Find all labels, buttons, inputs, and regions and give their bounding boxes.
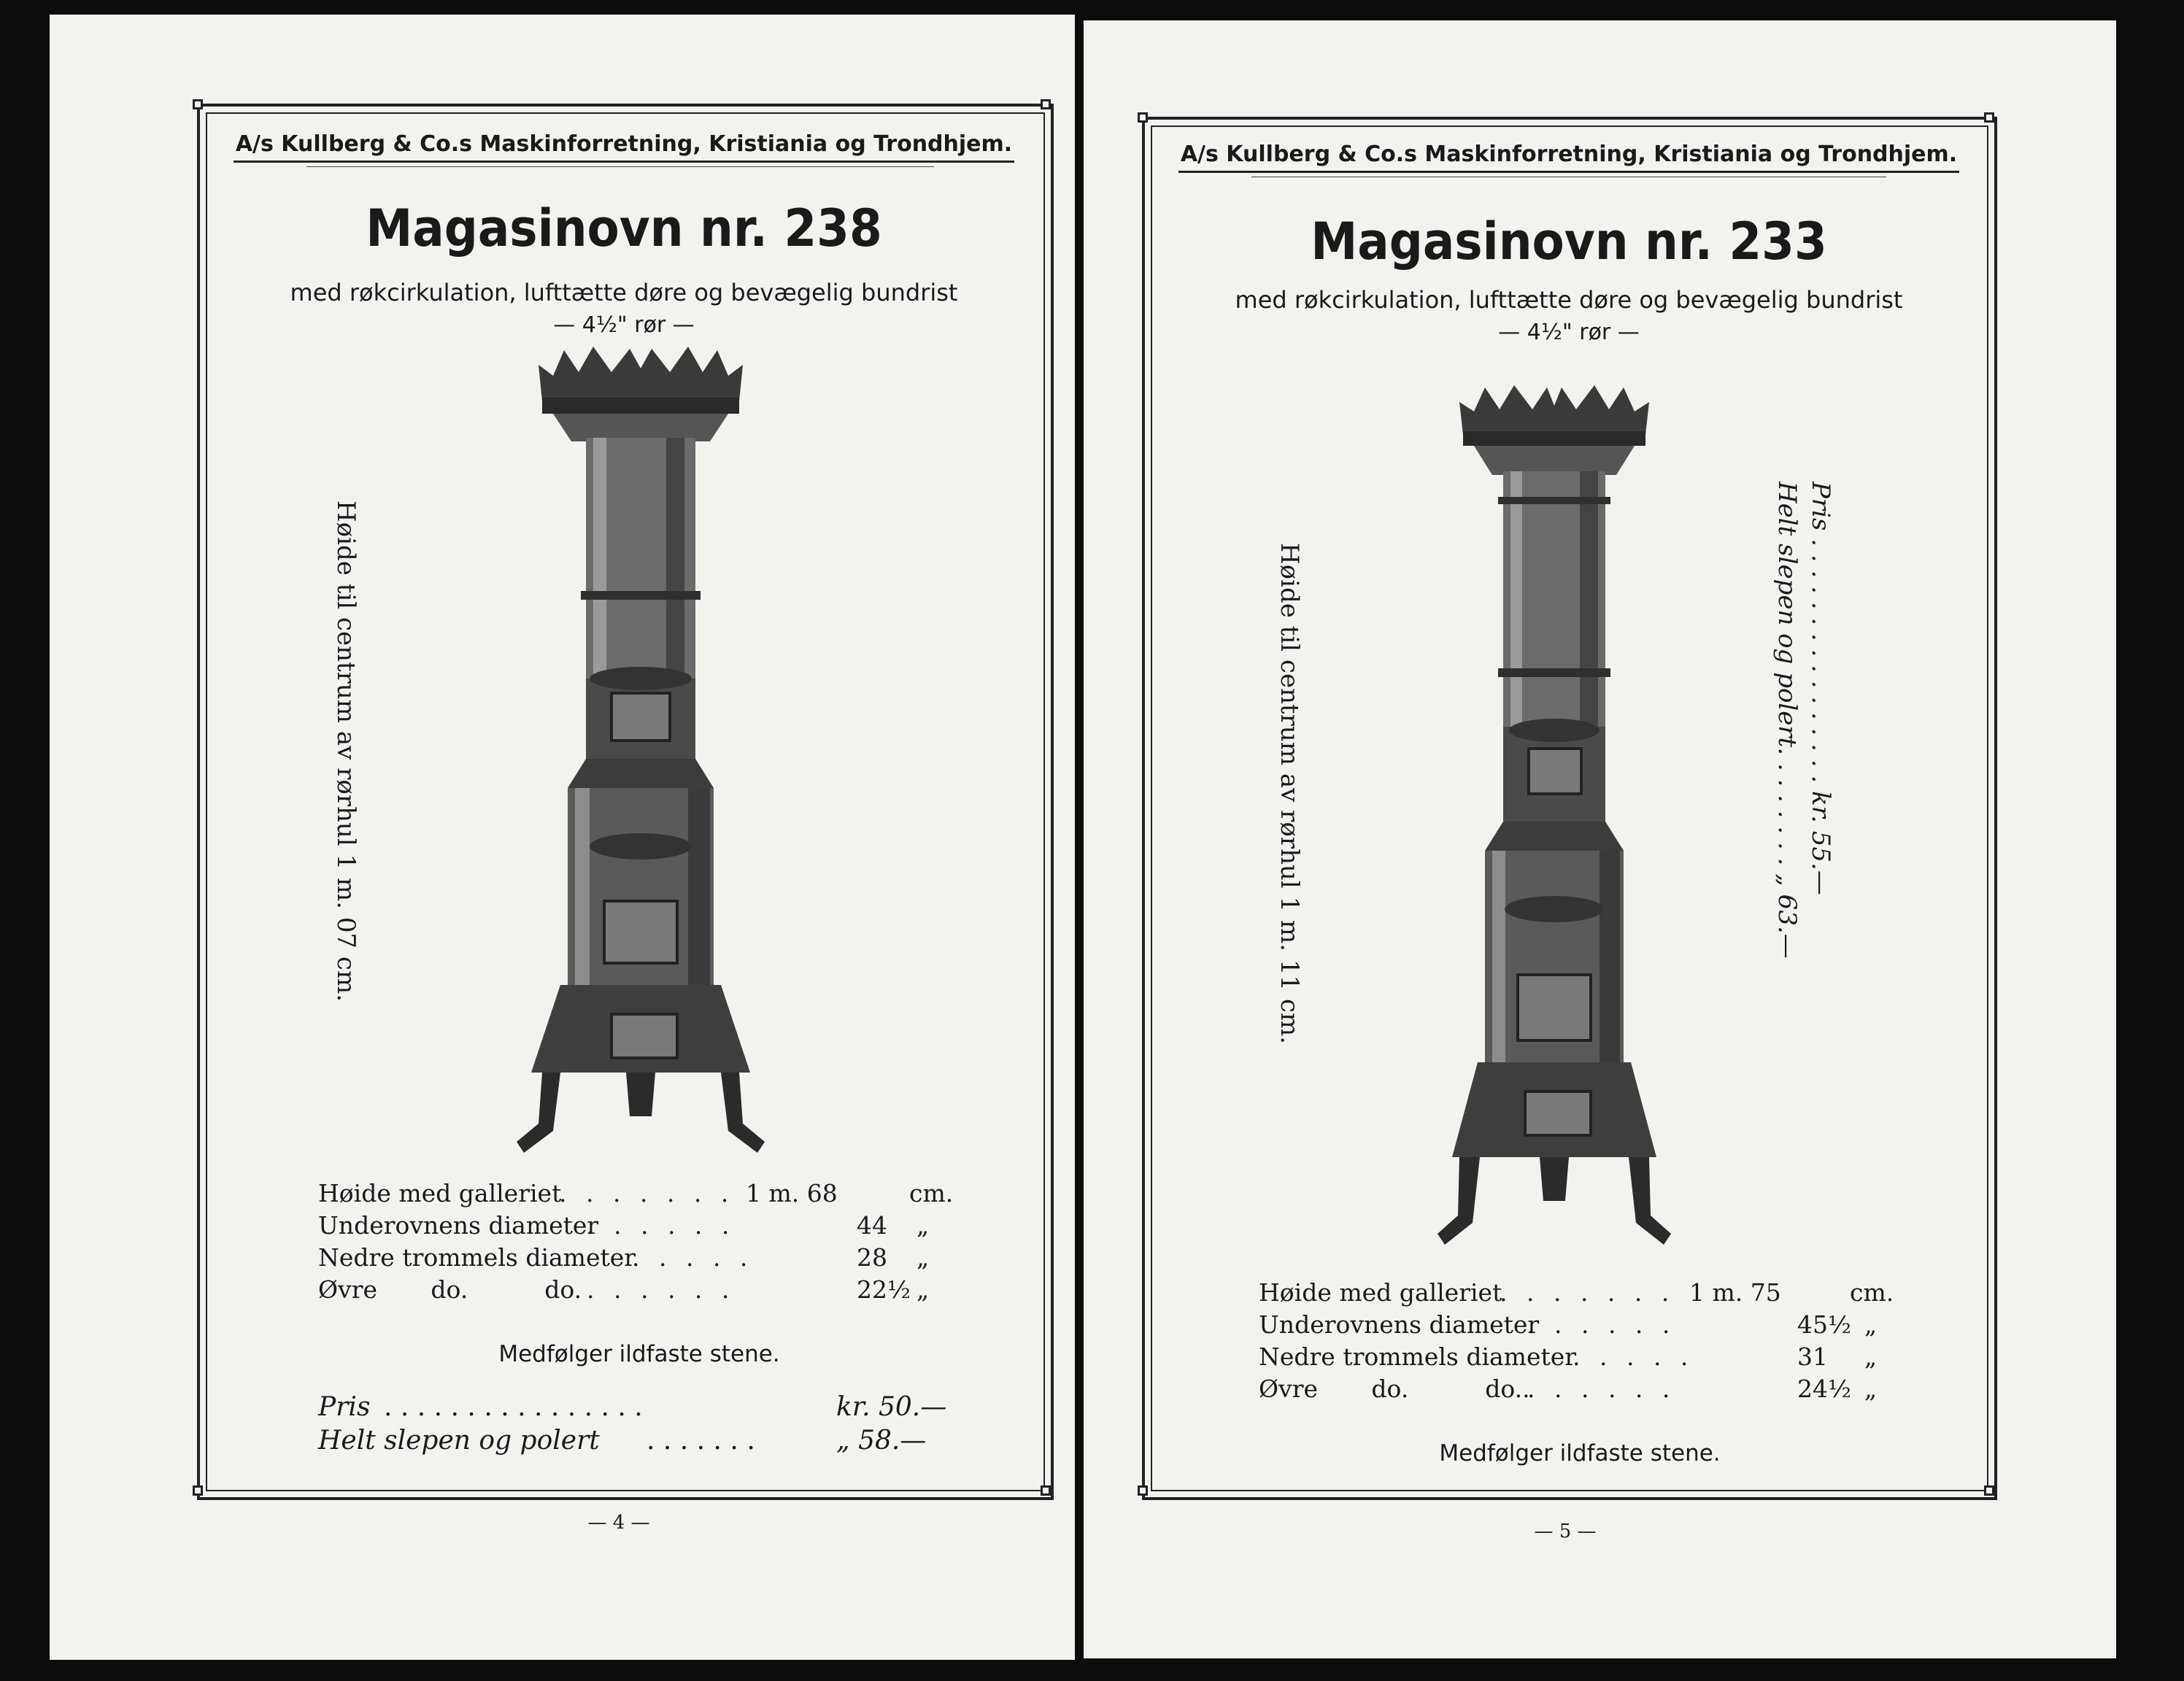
price-dots: . . . . . . . [647,1426,755,1456]
spec-label: Høide med galleriet [318,1179,562,1207]
frame-corner [193,99,203,109]
included-note: Medfølger ildfaste stene. [498,1341,780,1367]
frame-corner [1138,1485,1148,1496]
height-note: Høide til centrum av rørhul 1 m. 07 cm. [331,501,360,1002]
spec-row [318,1179,960,1211]
spec-row [1259,1375,1901,1407]
header-rule [234,161,1014,163]
spec-value: 24½ [1797,1375,1851,1403]
spec-label: Øvre do. do. [318,1275,582,1304]
specs-table [1259,1278,1901,1407]
spec-dots: . . . . . . [587,1275,736,1304]
spec-label: Øvre do. do.. [1259,1375,1530,1403]
frame-corner [1041,1485,1051,1496]
stove-illustration [502,343,779,1175]
spec-value: 31 [1797,1342,1828,1371]
spec-dots: . . . . . . . [559,1179,735,1207]
spec-label: Underovnens diameter [1259,1310,1540,1339]
price-label: Pris [318,1392,371,1422]
included-note: Medfølger ildfaste stene. [1439,1440,1721,1466]
page-number: — 5 — [1534,1520,1597,1542]
spec-value: 44 [857,1211,887,1240]
spec-unit: cm. [909,1179,954,1207]
frame-corner [1984,1485,1994,1496]
spec-unit: „ [917,1275,930,1304]
pipe-size: — 4½" rør — [1498,320,1640,345]
spec-value: 28 [857,1243,887,1272]
spec-value: 45½ [1797,1310,1851,1339]
frame-corner [1138,112,1148,123]
subtitle: med røkcirkulation, lufttætte døre og bevægelig bundrist [1235,286,1903,314]
spec-unit: cm. [1850,1278,1894,1307]
header-rule [1178,171,1959,173]
spec-value: 1 m. 68 [746,1179,838,1207]
price-vertical: Helt slepen og polert. . . . . . . . „ 63.— [1772,482,1802,959]
spec-unit: „ [1864,1342,1878,1371]
spec-dots: . . . . . . [587,1211,736,1240]
spec-dots: . . . . . [1573,1342,1694,1371]
spec-label: Nedre trommels diameter [1259,1342,1577,1371]
spec-row [1259,1310,1901,1342]
subtitle: med røkcirkulation, lufttætte døre og bevægelig bundrist [290,279,958,306]
spec-dots: . . . . . . [1527,1375,1676,1403]
spec-row [318,1275,960,1307]
price-vertical: Pris . . . . . . . . . . . . . . . . kr. 55.— [1806,482,1835,895]
frame-corner [193,1485,203,1496]
spec-row [1259,1342,1901,1375]
price-row [318,1392,960,1426]
spec-label: Underovnens diameter [318,1211,599,1240]
spec-row [1259,1278,1901,1310]
specs-table [318,1179,960,1307]
price-amount: „ 58.— [836,1426,927,1456]
page-number: — 4 — [587,1512,650,1534]
page-title: Magasinovn nr. 238 [366,198,882,258]
spec-dots: . . . . . . [1527,1310,1676,1339]
frame-corner [1984,112,1994,123]
price-amount: kr. 50.— [836,1392,947,1422]
price-dots: . . . . . . . . . . . . . . . . [384,1392,643,1422]
page-title: Magasinovn nr. 233 [1311,212,1827,271]
spec-dots: . . . . . [632,1243,754,1272]
stove-illustration [1423,384,1686,1267]
spec-label: Høide med galleriet [1259,1278,1502,1307]
spec-row [318,1211,960,1243]
price-list [318,1392,960,1459]
spec-row [318,1243,960,1275]
company-header: A/s Kullberg & Co.s Maskinforretning, Kristiania og Trondhjem. [1180,142,1958,167]
right-page [1084,20,2116,1658]
left-page [50,15,1075,1660]
spec-label: Nedre trommels diameter [318,1243,636,1272]
spec-unit: „ [917,1243,930,1272]
price-label: Helt slepen og polert [318,1426,600,1456]
spec-value: 22½ [857,1275,911,1304]
spec-unit: „ [1864,1375,1878,1403]
spec-dots: . . . . . . . [1500,1278,1675,1307]
spec-unit: „ [1864,1310,1878,1339]
frame-corner [1041,99,1051,109]
header-rule [306,166,934,167]
company-header: A/s Kullberg & Co.s Maskinforretning, Kristiania og Trondhjem. [235,131,1013,157]
price-row [318,1426,960,1459]
spec-value: 1 m. 75 [1689,1278,1781,1307]
pipe-size: — 4½" rør — [553,312,695,338]
spec-unit: „ [917,1211,930,1240]
height-note: Høide til centrum av rørhul 1 m. 11 cm. [1275,543,1304,1045]
